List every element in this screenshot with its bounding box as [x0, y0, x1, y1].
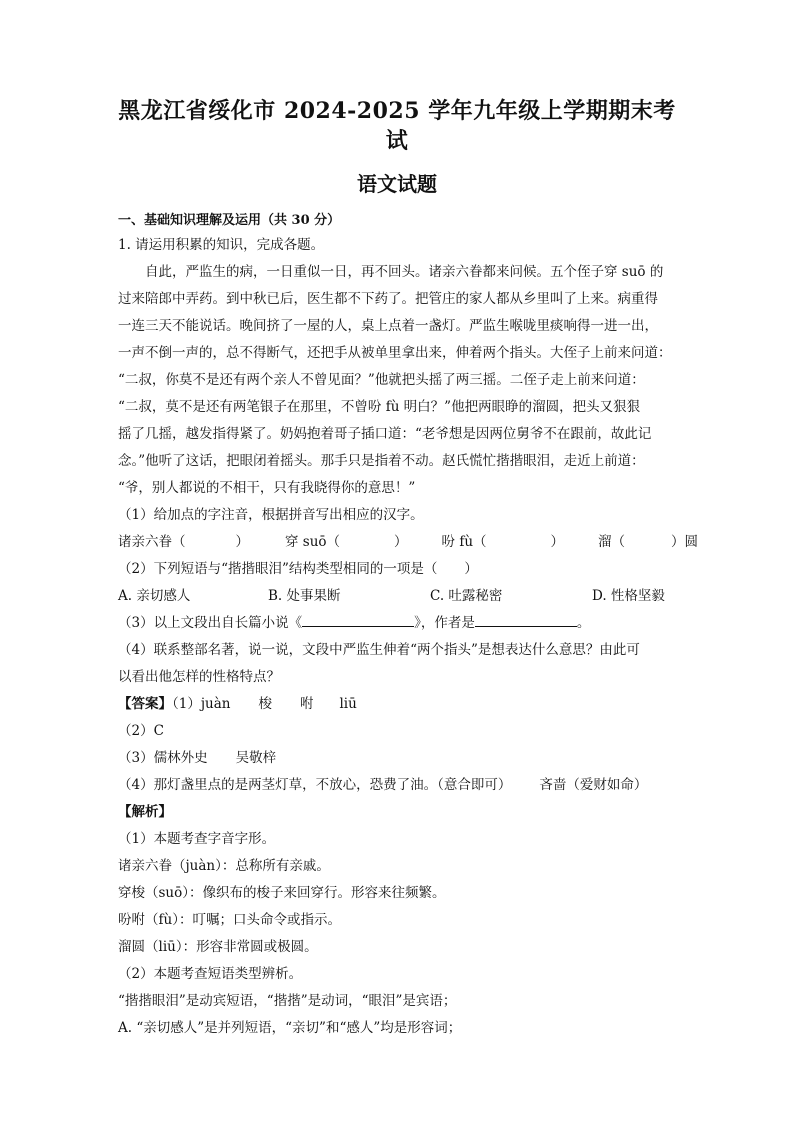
analysis-line: 穿梭（suō）：像织布的梭子来回穿行。形容来往频繁。 — [118, 885, 446, 901]
answer-3: （3）儒林外史 吴敬梓 — [118, 750, 277, 766]
option-d: D. 性格坚毅 — [592, 588, 665, 604]
author-blank — [475, 612, 577, 627]
fill-item-c: 吩 fù（ — [441, 534, 487, 550]
answer-label: 【答案】 — [118, 696, 172, 712]
option-b: B. 处事果断 — [268, 588, 341, 604]
passage-line: 摇了几摇，越发指得紧了。奶妈抱着哥子插口道：“老爷想是因两位舅爷不在跟前，故此记 — [118, 426, 652, 442]
analysis-line: 溜圆（liū）：形容非常圆或极圆。 — [118, 939, 318, 955]
sub-question-4-cont: 以看出他怎样的性格特点？ — [118, 669, 280, 685]
answer-2: （2）C — [118, 723, 164, 739]
novel-blank — [302, 612, 414, 627]
page-title: 黑龙江省绥化市 2024-2025 学年九年级上学期期末考试 — [118, 98, 676, 154]
answer-4: （4）那灯盏里点的是两茎灯草，不放心，恐费了油。（意合即可） 吝啬（爱财如命） — [118, 777, 648, 793]
fill-item-a: 诸亲六眷（ — [118, 534, 186, 550]
passage-line: 一声不倒一声的，总不得断气，还把手从被单里拿出来，伸着两个指头。大侄子上前来问道： — [118, 345, 672, 361]
passage-line: “爷，别人都说的不相干，只有我晓得你的意思！” — [118, 480, 416, 496]
fill-item-b: 穿 suō（ — [285, 534, 341, 550]
option-c: C. 吐露秘密 — [430, 588, 503, 604]
analysis-line: 吩咐（fù）：叮嘱；口头命令或指示。 — [118, 912, 341, 928]
fill-blanks-row: 诸亲六眷（ ） 穿 suō（ ） 吩 fù（ ） 溜（ ）圆 — [118, 534, 699, 550]
analysis-line: “揩揩眼泪”是动宾短语，“揩揩”是动词，“眼泪”是宾语； — [118, 993, 457, 1009]
passage-line: 一连三天不能说话。晚间挤了一屋的人，桌上点着一盏灯。严监生喉咙里痰响得一进一出， — [118, 318, 658, 334]
sub-question-1: （1）给加点的字注音，根据拼音写出相应的汉字。 — [118, 507, 424, 523]
passage-line: 过来陪郎中弄药。到中秋已后，医生都不下药了。把管庄的家人都从乡里叫了上来。病重得 — [118, 291, 658, 307]
sub-question-2: （2）下列短语与“揩揩眼泪”结构类型相同的一项是（ ） — [118, 561, 478, 577]
passage-line: 念。”他听了这话，把眼闭着摇头。那手只是指着不动。赵氏慌忙揩揩眼泪，走近上前道： — [118, 453, 645, 469]
analysis-line: （1）本题考查字音字形。 — [118, 831, 276, 847]
passage-line: “二叔，莫不是还有两笔银子在那里，不曾吩 fù 明白？”他把两眼睁的溜圆，把头又狠狠 — [118, 399, 641, 415]
fill-item-d: 溜（ — [598, 534, 626, 550]
page-subtitle: 语文试题 — [357, 172, 437, 196]
sub-question-3: （3）以上文段出自长篇小说《 》，作者是 。 — [118, 610, 676, 637]
analysis-line: （2）本题考查短语类型辨析。 — [118, 966, 303, 982]
analysis-line: 诸亲六眷（juàn）：总称所有亲戚。 — [118, 858, 330, 874]
answer-1: 【答案】（1）juàn 梭 咐 liū — [118, 696, 357, 712]
analysis-line: A. “亲切感人”是并列短语，“亲切”和“感人”均是形容词； — [118, 1020, 462, 1036]
section-heading: 一、基础知识理解及运用（共 30 分） — [118, 213, 341, 228]
sub-question-4: （4）联系整部名著，说一说，文段中严监生伸着“两个指头”是想表达什么意思？由此可 — [118, 642, 640, 658]
analysis-label: 【解析】 — [118, 804, 172, 820]
question-stem: 1. 请运用积累的知识，完成各题。 — [118, 237, 325, 253]
passage-line: “二叔，你莫不是还有两个亲人不曾见面？”他就把头摇了两三摇。二侄子走上前来问道： — [118, 372, 645, 388]
options-row — [118, 583, 676, 610]
passage-line: 自此，严监生的病，一日重似一日，再不回头。诸亲六眷都来问候。五个侄子穿 suō 的 — [145, 264, 664, 280]
option-a: A. 亲切感人 — [118, 588, 191, 604]
reading-passage — [118, 259, 676, 502]
